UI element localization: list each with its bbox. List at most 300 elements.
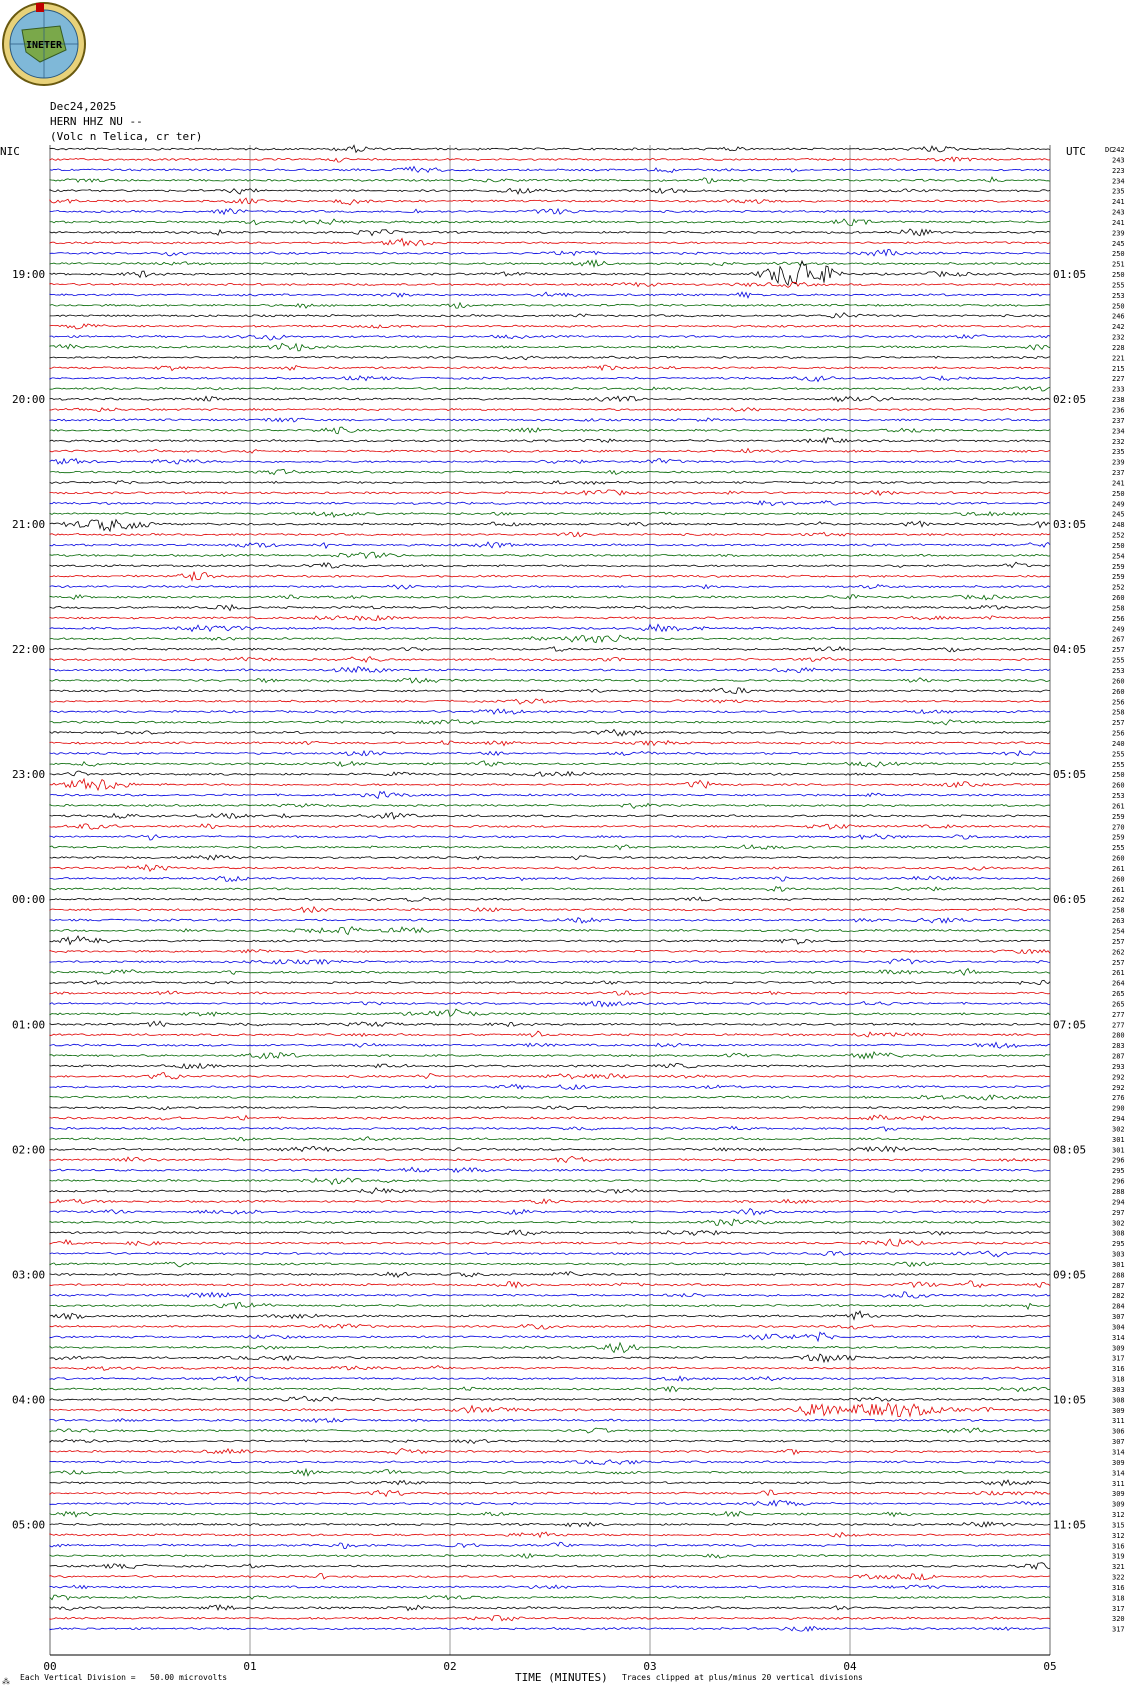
trace-row-81 [50,991,1050,995]
trace-row-131 [50,1511,1050,1517]
row-value-label: 260 [1112,594,1125,603]
row-value-label: 312 [1112,1531,1125,1540]
row-value-label: 253 [1112,792,1125,801]
trace-row-135 [50,1554,1050,1559]
left-hour-label: 19:00 [12,268,46,282]
trace-row-69 [50,865,1050,872]
trace-row-34 [50,501,1050,506]
trace-row-64 [50,813,1050,819]
ineter-logo [3,3,85,85]
row-value-label: 232 [1112,333,1125,342]
row-value-label: 292 [1112,1073,1125,1082]
trace-row-122 [50,1418,1050,1422]
row-value-label: 240 [1112,739,1125,748]
x-tick-label: 05 [1043,1660,1057,1673]
row-value-labels [1112,146,1125,1634]
clip-note: Traces clipped at plus/minus 20 vertical divisions [622,1673,863,1682]
trace-row-70 [50,876,1050,881]
trace-row-141 [50,1615,1050,1620]
row-value-label: 309 [1112,1458,1125,1467]
trace-row-83 [50,1009,1050,1016]
trace-row-13 [50,282,1050,287]
row-value-label: 235 [1112,187,1125,196]
right-hour-label: 05:05 [1053,768,1087,782]
trace-row-8 [50,229,1050,236]
row-value-label: 317 [1112,1604,1125,1613]
trace-row-139 [50,1595,1050,1600]
row-value-label: 296 [1112,1156,1125,1165]
trace-row-92 [50,1106,1050,1110]
trace-row-60 [50,771,1050,776]
row-value-label: 267 [1112,635,1125,644]
trace-row-44 [50,605,1050,611]
trace-row-76 [50,936,1050,944]
row-value-label: 319 [1112,1552,1125,1561]
trace-row-93 [50,1115,1050,1120]
row-value-label: 309 [1112,1490,1125,1499]
row-value-label: 253 [1112,667,1125,675]
trace-row-10 [50,250,1050,256]
trace-row-115 [50,1343,1050,1353]
right-hour-labels [1053,268,1086,1531]
row-value-label: 309 [1112,1500,1125,1509]
trace-row-87 [50,1052,1050,1059]
row-value-label: 308 [1112,1396,1125,1405]
trace-row-53 [50,699,1050,704]
trace-row-41 [50,572,1050,581]
trace-row-36 [50,520,1050,532]
trace-row-23 [50,387,1050,391]
row-value-label: 234 [1112,177,1125,186]
trace-row-123 [50,1428,1050,1433]
trace-row-119 [50,1386,1050,1391]
trace-row-4 [50,188,1050,194]
row-value-label: 236 [1112,406,1125,415]
trace-row-27 [50,427,1050,434]
row-value-label: 293 [1112,1062,1125,1071]
trace-row-126 [50,1460,1050,1465]
row-value-label: 317 [1112,1354,1125,1363]
left-hour-label: 01:00 [12,1018,46,1032]
row-value-label: 246 [1112,312,1125,321]
trace-row-106 [50,1251,1050,1257]
trace-row-96 [50,1146,1050,1152]
row-value-label: 255 [1112,656,1125,665]
left-timezone-label: NIC [0,145,20,158]
trace-row-43 [50,595,1050,600]
row-value-label: 260 [1112,677,1125,686]
row-value-label: 315 [1112,1521,1125,1530]
trace-row-140 [50,1605,1050,1611]
trace-row-86 [50,1042,1050,1048]
row-value-label: 302 [1112,1125,1125,1134]
row-value-label: 314 [1112,1448,1125,1457]
trace-row-29 [50,449,1050,454]
row-value-label: 316 [1112,1365,1125,1374]
trace-row-1 [50,157,1050,162]
row-value-label: 250 [1112,489,1125,498]
trace-row-107 [50,1262,1050,1267]
trace-row-102 [50,1209,1050,1215]
trace-row-40 [50,562,1050,568]
row-value-label: 250 [1112,271,1125,280]
row-value-label: 277 [1112,1010,1125,1019]
left-hour-label: 20:00 [12,393,46,407]
right-hour-label: 06:05 [1053,893,1087,907]
row-value-label: 241 [1112,479,1125,488]
row-value-label: 301 [1112,1146,1125,1155]
trace-row-114 [50,1332,1050,1341]
row-value-label: 249 [1112,500,1125,509]
row-value-label: 253 [1112,291,1125,300]
row-value-label: 256 [1112,614,1125,623]
row-value-label: 301 [1112,1135,1125,1144]
trace-row-124 [50,1439,1050,1443]
trace-row-116 [50,1354,1050,1362]
row-value-label: 265 [1112,1000,1125,1009]
row-value-label: 320 [1112,1615,1125,1624]
trace-row-133 [50,1532,1050,1537]
trace-row-90 [50,1084,1050,1089]
row-value-label: 250 [1112,771,1125,780]
row-value-label: 294 [1112,1198,1125,1207]
trace-row-15 [50,303,1050,308]
row-value-label: 311 [1112,1479,1125,1488]
trace-row-25 [50,408,1050,412]
trace-row-59 [50,761,1050,767]
trace-row-62 [50,792,1050,799]
trace-row-55 [50,720,1050,725]
row-value-label: 309 [1112,1406,1125,1415]
trace-row-85 [50,1031,1050,1037]
left-hour-label: 00:00 [12,893,46,907]
trace-row-7 [50,219,1050,226]
trace-row-30 [50,459,1050,464]
trace-row-105 [50,1239,1050,1246]
trace-row-42 [50,585,1050,590]
trace-row-6 [50,209,1050,215]
trace-row-120 [50,1396,1050,1401]
trace-row-118 [50,1376,1050,1381]
trace-row-77 [50,950,1050,954]
row-value-label: 302 [1112,1219,1125,1228]
row-value-label: 312 [1112,1511,1125,1520]
trace-row-72 [50,897,1050,901]
trace-row-57 [50,741,1050,746]
row-value-label: 265 [1112,990,1125,999]
row-value-label: 318 [1112,1375,1125,1384]
trace-row-132 [50,1522,1050,1527]
trace-row-88 [50,1063,1050,1068]
trace-row-20 [50,356,1050,360]
row-value-label: 245 [1112,510,1125,519]
right-hour-label: 03:05 [1053,518,1087,532]
row-value-label: 256 [1112,729,1125,738]
trace-row-129 [50,1490,1050,1497]
row-value-label: 241 [1112,218,1125,227]
row-value-label: 238 [1112,396,1125,405]
row-value-label: 215 [1112,364,1125,373]
row-value-label: 261 [1112,864,1125,873]
x-tick-label: 03 [643,1660,657,1673]
row-value-label: 257 [1112,646,1125,655]
row-value-label: 277 [1112,1021,1125,1030]
row-value-label: 288 [1112,1271,1125,1280]
row-value-label: 223 [1112,166,1125,175]
right-timezone-label: UTC [1066,145,1086,158]
row-value-label: 262 [1112,948,1125,957]
trace-row-19 [50,343,1050,350]
right-hour-label: 09:05 [1053,1268,1087,1282]
x-tick-label: 02 [443,1660,457,1673]
row-value-label: 282 [1112,1292,1125,1301]
row-value-label: 258 [1112,906,1125,915]
right-hour-label: 11:05 [1053,1518,1087,1532]
trace-row-33 [50,490,1050,495]
row-value-label: 306 [1112,1427,1125,1436]
row-value-label: 257 [1112,958,1125,967]
row-value-label: 259 [1112,562,1125,571]
trace-row-117 [50,1366,1050,1371]
row-value-label: 239 [1112,229,1125,238]
trace-row-111 [50,1302,1050,1309]
trace-row-28 [50,438,1050,443]
trace-row-45 [50,616,1050,621]
row-value-label: 295 [1112,1240,1125,1249]
date-label: Dec24,2025 [50,100,117,113]
row-value-label: 242 [1112,323,1125,332]
row-value-label: 321 [1112,1563,1125,1572]
row-value-label: 260 [1112,854,1125,863]
trace-row-95 [50,1137,1050,1141]
row-value-label: 261 [1112,885,1125,894]
row-value-label: 287 [1112,1052,1125,1061]
trace-row-5 [50,198,1050,205]
trace-row-51 [50,678,1050,683]
trace-row-49 [50,657,1050,663]
trace-row-134 [50,1542,1050,1548]
row-value-label: 264 [1112,979,1125,988]
row-value-label: 316 [1112,1542,1125,1551]
row-value-label: 255 [1112,844,1125,853]
trace-row-48 [50,647,1050,652]
row-value-label: 254 [1112,927,1125,936]
trace-row-103 [50,1219,1050,1226]
row-value-label: 255 [1112,281,1125,290]
trace-row-14 [50,292,1050,298]
row-value-label: 304 [1112,1323,1125,1332]
row-value-label: 233 [1112,385,1125,394]
row-value-label: 303 [1112,1385,1125,1394]
trace-row-127 [50,1469,1050,1476]
row-value-label: 239 [1112,458,1125,467]
row-value-label: 241 [1112,198,1125,207]
trace-row-39 [50,552,1050,558]
row-value-label: 316 [1112,1583,1125,1592]
station-label: HERN HHZ NU -- [50,115,143,128]
row-value-label: 258 [1112,708,1125,717]
row-value-label: 255 [1112,750,1125,759]
trace-row-108 [50,1272,1050,1278]
row-value-label: 250 [1112,541,1125,550]
trace-row-79 [50,969,1050,976]
trace-row-9 [50,239,1050,246]
row-value-label: 260 [1112,875,1125,884]
row-value-label: 250 [1112,250,1125,259]
trace-row-11 [50,260,1050,266]
row-value-label: 251 [1112,260,1125,269]
trace-row-99 [50,1178,1050,1185]
trace-row-104 [50,1230,1050,1235]
trace-row-2 [50,167,1050,173]
location-label: (Volc n Telica, cr ter) [50,130,203,143]
trace-row-101 [50,1199,1050,1203]
trace-row-89 [50,1073,1050,1079]
trace-row-74 [50,918,1050,923]
row-value-label: 243 [1112,208,1125,217]
right-hour-label: 10:05 [1053,1393,1087,1407]
left-hour-labels [12,268,45,1531]
trace-row-67 [50,845,1050,850]
row-value-label: 303 [1112,1250,1125,1259]
row-value-label: 297 [1112,1208,1125,1217]
left-hour-label: 04:00 [12,1393,46,1407]
trace-row-97 [50,1156,1050,1162]
row-value-label: 252 [1112,583,1125,592]
trace-row-94 [50,1126,1050,1131]
row-value-label: 276 [1112,1094,1125,1103]
trace-row-78 [50,959,1050,964]
trace-row-109 [50,1281,1050,1288]
row-value-label: 221 [1112,354,1125,363]
row-value-label: 232 [1112,437,1125,446]
right-hour-label: 01:05 [1053,268,1087,282]
right-hour-label: 08:05 [1053,1143,1087,1157]
left-hour-label: 21:00 [12,518,46,532]
corner-note: DC [1105,146,1114,154]
trace-group [50,145,1050,1631]
left-hour-label: 23:00 [12,768,46,782]
trace-row-138 [50,1585,1050,1589]
trace-row-91 [50,1095,1050,1100]
row-value-label: 284 [1112,1302,1125,1311]
row-value-label: 295 [1112,1167,1125,1176]
row-value-label: 314 [1112,1469,1125,1478]
row-value-label: 301 [1112,1260,1125,1269]
trace-row-50 [50,667,1050,673]
trace-row-128 [50,1480,1050,1486]
trace-row-21 [50,365,1050,371]
trace-row-136 [50,1563,1050,1569]
row-value-label: 314 [1112,1333,1125,1342]
row-value-label: 235 [1112,448,1125,457]
trace-row-84 [50,1021,1050,1026]
logo-text: INETER [25,40,63,51]
x-axis-title: TIME (MINUTES) [515,1671,608,1684]
trace-row-112 [50,1311,1050,1319]
trace-row-52 [50,688,1050,694]
row-value-label: 237 [1112,416,1125,425]
trace-row-38 [50,542,1050,548]
trace-row-24 [50,396,1050,401]
trace-row-73 [50,907,1050,913]
trace-row-75 [50,927,1050,935]
trace-row-113 [50,1324,1050,1329]
trace-row-63 [50,803,1050,808]
row-value-label: 290 [1112,1104,1125,1113]
right-hour-label: 07:05 [1053,1018,1087,1032]
trace-row-37 [50,532,1050,536]
trace-row-35 [50,512,1050,517]
trace-row-54 [50,709,1050,714]
row-value-label: 294 [1112,1115,1125,1124]
trace-row-46 [50,624,1050,631]
row-value-label: 296 [1112,1177,1125,1186]
row-value-label: 256 [1112,698,1125,707]
row-value-label: 280 [1112,1031,1125,1040]
trace-row-71 [50,887,1050,892]
trace-row-0 [50,145,1050,152]
row-value-label: 292 [1112,1083,1125,1092]
row-value-label: 311 [1112,1417,1125,1426]
row-value-label: 288 [1112,1188,1125,1196]
row-value-label: 259 [1112,812,1125,821]
row-value-label: 287 [1112,1281,1125,1290]
trace-row-18 [50,335,1050,340]
row-value-label: 227 [1112,375,1125,384]
right-hour-label: 02:05 [1053,393,1087,407]
row-value-label: 258 [1112,604,1125,613]
trace-row-68 [50,855,1050,860]
row-value-label: 259 [1112,573,1125,582]
trace-row-65 [50,824,1050,830]
trace-row-16 [50,313,1050,318]
row-value-label: 318 [1112,1594,1125,1603]
row-value-label: 260 [1112,781,1125,790]
row-value-label: 250 [1112,302,1125,311]
row-value-label: 237 [1112,469,1125,478]
trace-row-98 [50,1167,1050,1172]
row-value-label: 254 [1112,552,1125,561]
trace-row-130 [50,1500,1050,1506]
trace-row-22 [50,376,1050,382]
row-value-label: 322 [1112,1573,1125,1582]
right-hour-label: 04:05 [1053,643,1087,657]
trace-row-58 [50,751,1050,756]
row-value-label: 270 [1112,823,1125,832]
trace-row-47 [50,635,1050,642]
trace-row-56 [50,730,1050,736]
row-value-label: 309 [1112,1344,1125,1353]
row-value-label: 234 [1112,427,1125,436]
trace-row-142 [50,1626,1050,1631]
x-tick-label: 01 [243,1660,257,1673]
scale-note: Each Vertical Division = 50.00 microvolts [20,1673,228,1682]
trace-row-3 [50,177,1050,183]
row-value-label: 283 [1112,1042,1125,1051]
row-value-label: 261 [1112,802,1125,811]
trace-row-17 [50,324,1050,329]
trace-row-26 [50,418,1050,422]
row-value-label: 257 [1112,719,1125,728]
row-value-label: 307 [1112,1313,1125,1322]
trace-row-121 [50,1403,1050,1417]
x-tick-label: 04 [843,1660,857,1673]
row-value-label: 261 [1112,969,1125,978]
row-value-label: 255 [1112,760,1125,769]
left-hour-label: 03:00 [12,1268,46,1282]
trace-row-32 [50,481,1050,485]
